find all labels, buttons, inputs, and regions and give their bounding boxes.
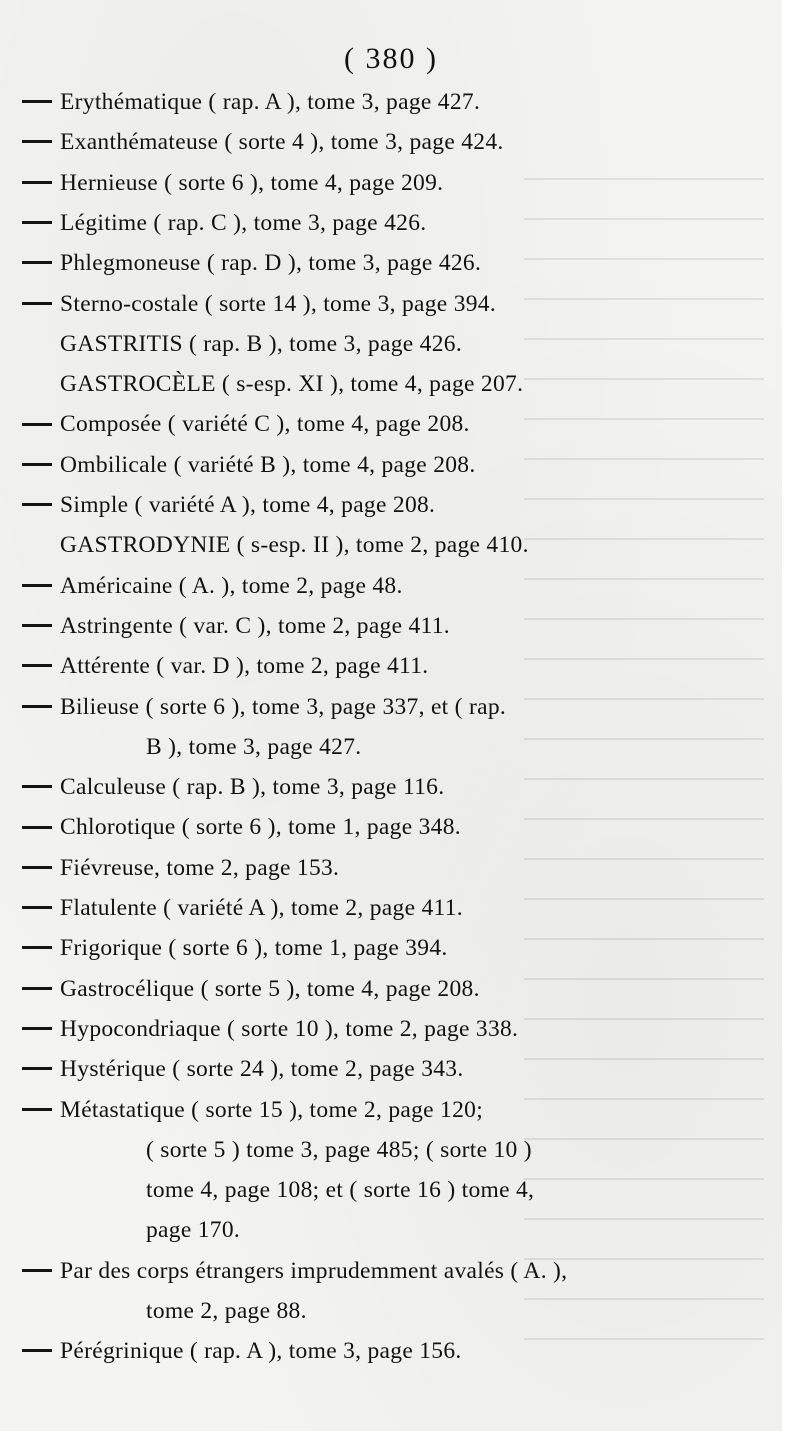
index-subentry [22, 687, 506, 727]
entry-text: B ), tome 3, page 427. [146, 733, 362, 760]
index-subentry [22, 1049, 464, 1089]
entry-text: ( sorte 5 ) tome 3, page 485; ( sorte 10 ) [146, 1136, 532, 1163]
entry-text: Attérente ( var. D ), tome 2, page 411. [60, 653, 429, 680]
entry-text: Hypocondriaque ( sorte 10 ), tome 2, page 338. [60, 1015, 519, 1042]
em-dash-mark [22, 503, 52, 506]
em-dash-mark [22, 1027, 52, 1030]
index-subentry [22, 203, 426, 243]
entry-text: Pérégrinique ( rap. A ), tome 3, page 156. [60, 1338, 462, 1365]
entry-text: tome 4, page 108; et ( sorte 16 ) tome 4, [146, 1177, 535, 1204]
entry-text: Métastatique ( sorte 15 ), tome 2, page 120; [60, 1096, 484, 1123]
entry-text: Chlorotique ( sorte 6 ), tome 1, page 348. [60, 814, 461, 841]
entry-text: Ombilicale ( variété B ), tome 4, page 208. [60, 451, 476, 478]
entry-text: Composée ( variété C ), tome 4, page 208. [60, 411, 470, 438]
index-entry [146, 1170, 534, 1210]
entry-text: GASTRODYNIE ( s-esp. II ), tome 2, page 410. [60, 532, 529, 559]
show-through-texture [524, 150, 764, 1350]
index-subentry [22, 284, 496, 324]
index-entry [146, 1130, 532, 1170]
em-dash-mark [22, 584, 52, 587]
em-dash-mark [22, 423, 52, 426]
em-dash-mark [22, 1269, 52, 1272]
index-subentry [22, 1331, 462, 1371]
entry-text: Hernieuse ( sorte 6 ), tome 4, page 209. [60, 169, 444, 196]
entry-text: Simple ( variété A ), tome 4, page 208. [60, 492, 436, 518]
em-dash-mark [22, 100, 52, 103]
index-subentry [22, 243, 481, 283]
entry-text: page 170. [146, 1217, 241, 1244]
page-number: ( 380 ) [344, 42, 438, 75]
index-entry [146, 1291, 307, 1331]
entry-text: Hystérique ( sorte 24 ), tome 2, page 343. [60, 1056, 464, 1083]
index-subentry [22, 646, 428, 686]
em-dash-mark [22, 140, 52, 143]
em-dash-mark [22, 946, 52, 949]
index-subentry [22, 969, 480, 1009]
index-subentry [22, 82, 480, 122]
index-entry [146, 1210, 240, 1250]
entry-text: GASTROCÈLE ( s-esp. XI ), tome 4, page 207. [60, 371, 524, 398]
index-entry [60, 525, 529, 565]
index-subentry [22, 767, 444, 807]
em-dash-mark [22, 826, 52, 829]
em-dash-mark [22, 302, 52, 305]
em-dash-mark [22, 705, 52, 708]
entry-text: Américaine ( A. ), tome 2, page 48. [60, 572, 403, 599]
entry-text: Fiévreuse, tome 2, page 153. [60, 854, 340, 881]
entry-text: Erythématique ( rap. A ), tome 3, page 427. [60, 89, 481, 115]
entry-text: Frigorique ( sorte 6 ), tome 1, page 394. [60, 935, 448, 962]
em-dash-mark [22, 1067, 52, 1070]
index-subentry [22, 566, 403, 606]
entry-text: GASTRITIS ( rap. B ), tome 3, page 426. [60, 330, 462, 357]
em-dash-mark [22, 463, 52, 466]
entry-text: Calculeuse ( rap. B ), tome 3, page 116. [60, 774, 445, 801]
entry-text: Par des corps étrangers imprudemment avalés ( A. ), [60, 1257, 568, 1284]
index-subentry [22, 807, 461, 847]
index-subentry [22, 404, 470, 444]
em-dash-mark [22, 664, 52, 667]
entry-text: Sternо-costale ( sorte 14 ), tome 3, page 394. [60, 290, 497, 317]
em-dash-mark [22, 866, 52, 869]
index-subentry [22, 485, 435, 525]
entry-text: Phlegmoneuse ( rap. D ), tome 3, page 426. [60, 250, 482, 277]
entry-text: Exanthémateuse ( sorte 4 ), tome 3, page 424. [60, 129, 504, 156]
index-subentry [22, 848, 339, 888]
entry-text: Flatulente ( variété A ), tome 2, page 411. [60, 895, 463, 921]
index-subentry [22, 888, 463, 928]
entry-text: Gastrocélique ( sorte 5 ), tome 4, page 208. [60, 975, 480, 1002]
index-subentry [22, 606, 450, 646]
em-dash-mark [22, 1349, 52, 1352]
em-dash-mark [22, 1108, 52, 1111]
entry-text: Légitime ( rap. C ), tome 3, page 426. [60, 209, 427, 236]
entry-text: Astringente ( var. C ), tome 2, page 411. [60, 612, 450, 639]
index-entry [60, 324, 462, 364]
entry-text: tome 2, page 88. [146, 1298, 307, 1324]
index-subentry [22, 1009, 518, 1049]
entry-text: Bilieuse ( sorte 6 ), tome 3, page 337, et ( rap. [60, 693, 507, 720]
em-dash-mark [22, 261, 52, 264]
index-subentry [22, 445, 476, 485]
index-subentry [22, 122, 504, 162]
em-dash-mark [22, 221, 52, 224]
index-entry [60, 364, 523, 404]
em-dash-mark [22, 785, 52, 788]
em-dash-mark [22, 181, 52, 184]
index-entry [146, 727, 361, 767]
index-subentry [22, 1251, 567, 1291]
em-dash-mark [22, 987, 52, 990]
index-subentry [22, 163, 443, 203]
em-dash-mark [22, 906, 52, 909]
index-subentry [22, 928, 448, 968]
index-subentry [22, 1090, 483, 1130]
em-dash-mark [22, 624, 52, 627]
